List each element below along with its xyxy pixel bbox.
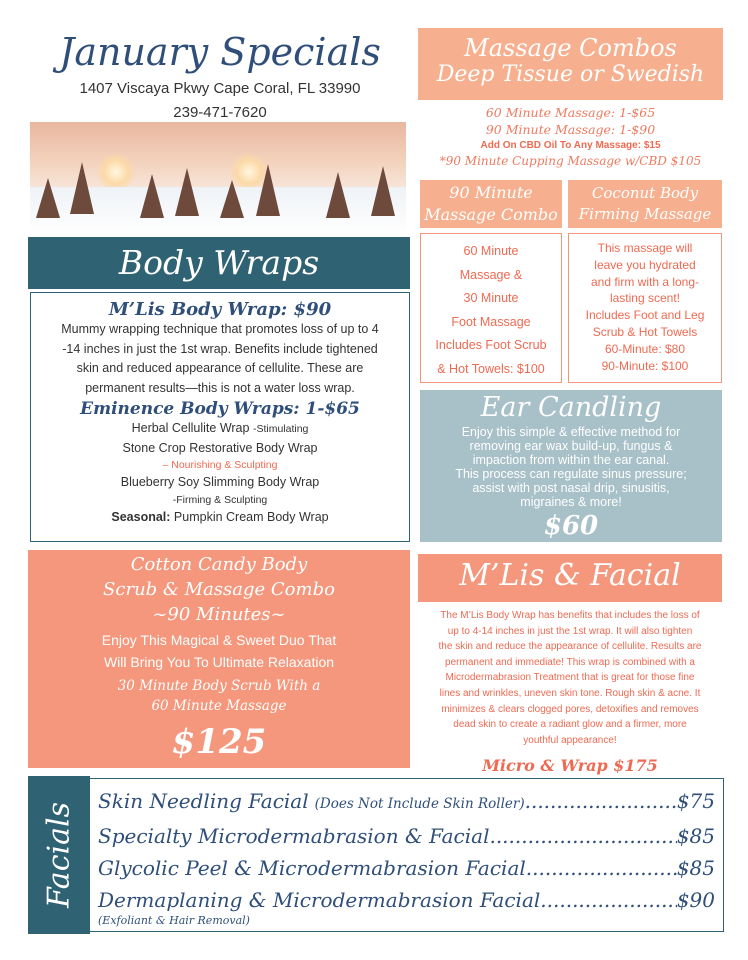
cupping-massage: *90 Minute Cupping Massage w/CBD $105	[439, 154, 702, 168]
cotton-candy-price: $125	[171, 722, 267, 762]
facial-price: $85	[676, 824, 715, 848]
description-line: impaction from within the ear canal.	[472, 453, 670, 467]
seasonal-label: Seasonal:	[111, 509, 171, 524]
price-90-minute: 90 Minute Massage: 1-$90	[485, 122, 656, 137]
cotton-candy-description-line: Will Bring You To Ultimate Relaxation	[103, 654, 335, 670]
facial-name: Dermaplaning & Microdermabrasion Facial	[98, 888, 541, 912]
leader-dots	[540, 884, 677, 916]
description-line: youthful appearance!	[523, 734, 617, 746]
detail-line: Includes Foot and Leg	[585, 308, 705, 323]
description-line: permanent results—this is not a water loss wrap.	[85, 380, 355, 395]
detail-line: Massage &	[459, 267, 523, 282]
massage-combos-header	[418, 28, 723, 100]
detail-line: This massage will	[597, 241, 693, 255]
eminence-wraps-title: Eminence Body Wraps: 1-$65	[80, 399, 360, 419]
leader-dots	[526, 852, 677, 884]
description-line: permanent and immediate! This wrap is combined with a	[445, 656, 695, 668]
mlis-facial-description	[418, 608, 722, 748]
mlis-facial-title: M’Lis & Facial	[418, 554, 722, 602]
blueberry-wrap-note: -Firming & Sculpting	[172, 493, 268, 506]
description-line: The M’Lis Body Wrap has benefits that includes the loss of	[440, 610, 700, 621]
winter-sunset-photo	[206, 122, 406, 234]
description-line: removing ear wax build-up, fungus &	[469, 439, 673, 453]
detail-line: & Hot Towels: $100	[437, 361, 545, 376]
coconut-firming-title: Coconut Body	[591, 184, 699, 202]
price-60-minute: 60 Minute Massage: 1-$65	[485, 105, 656, 120]
description-line: Enjoy this simple & effective method for	[461, 425, 681, 439]
ear-candling-panel	[420, 390, 722, 542]
detail-line: 60 Minute	[463, 244, 519, 258]
facial-price: $75	[676, 789, 715, 813]
address: 1407 Viscaya Pkwy Cape Coral, FL 33990	[79, 80, 361, 97]
ear-candling-price: $60	[543, 511, 599, 541]
description-line: lines and wrinkles, uneven skin tone. Rough skin & acne. It	[439, 687, 701, 699]
description-line: up to 4-14 inches in just the 1st wrap. It will also tighten	[447, 625, 693, 637]
description-line: Mummy wrapping technique that promotes loss of up to 4	[61, 322, 379, 336]
cbd-addon: Add On CBD Oil To Any Massage: $15	[480, 140, 661, 151]
massage-combo-90-title: 90 Minute	[449, 183, 533, 202]
facial-name: Skin Needling Facial	[98, 789, 309, 813]
mlis-body-wrap-description	[31, 320, 409, 398]
phone-number: 239-471-7620	[173, 104, 267, 121]
detail-line: 60-Minute: $80	[604, 341, 686, 356]
facial-item	[98, 820, 715, 852]
body-wraps-title: Body Wraps	[28, 237, 410, 289]
facial-item	[98, 785, 715, 820]
body-wraps-panel	[30, 292, 410, 542]
cotton-candy-description-line: Enjoy This Magical & Sweet Duo That	[101, 632, 337, 648]
massage-combos-title: Massage Combos	[464, 34, 677, 62]
winter-sunset-photo	[30, 122, 206, 234]
detail-line: leave you hydrated	[594, 257, 696, 272]
description-line: the skin and reduce the appearance of cellulite. Results are	[438, 641, 702, 653]
herbal-wrap-note: -Stimulating	[252, 423, 309, 435]
herbal-wrap-name: Herbal Cellulite Wrap	[131, 421, 250, 435]
ear-candling-description	[420, 423, 722, 509]
leader-dots	[525, 785, 677, 817]
detail-line: and firm with a long-	[590, 274, 700, 289]
stone-crop-wrap-note: – Nourishing & Sculpting	[162, 459, 278, 471]
description-line: Microdermabrasion Treatment that is great for those fine	[445, 672, 695, 684]
detail-line: Foot Massage	[451, 314, 531, 329]
coconut-firming-details	[568, 233, 722, 383]
facial-price: $85	[676, 856, 715, 880]
ear-candling-title: Ear Candling	[480, 392, 662, 423]
cotton-candy-detail-line: 30 Minute Body Scrub With a	[117, 678, 321, 694]
cotton-candy-title: Cotton Candy Body	[130, 554, 308, 575]
description-line: assist with post nasal drip, sinusitis,	[472, 481, 670, 495]
leader-dots	[489, 820, 676, 852]
massage-combo-90-details	[420, 233, 562, 383]
page-title: January Specials	[59, 30, 381, 74]
detail-line: Scrub & Hot Towels	[592, 324, 698, 339]
cotton-candy-detail-line: 60 Minute Massage	[151, 698, 287, 714]
massage-combo-90-subtitle: Massage Combo	[424, 205, 558, 224]
seasonal-wrap-item	[31, 508, 409, 528]
herbal-wrap-item	[31, 419, 409, 439]
massage-combo-90-header	[420, 180, 562, 228]
detail-line: Includes Foot Scrub	[435, 338, 547, 352]
coconut-firming-subtitle: Firming Massage	[578, 205, 712, 223]
cotton-candy-panel	[28, 550, 410, 768]
detail-line: 90-Minute: $100	[601, 358, 689, 373]
cotton-candy-duration: ~90 Minutes~	[152, 604, 286, 625]
facial-note: (Does Not Include Skin Roller)	[314, 796, 525, 812]
description-line: -14 inches in just the 1st wrap. Benefits include tightened	[62, 341, 378, 356]
description-line: skin and reduced appearance of cellulite. These are	[76, 361, 364, 375]
facial-name: Glycolic Peel & Microdermabrasion Facial	[98, 856, 526, 880]
mlis-body-wrap-title: M’Lis Body Wrap: $90	[108, 299, 332, 320]
facial-name: Specialty Microdermabrasion & Facial	[98, 824, 490, 848]
facial-price: $90	[676, 888, 715, 912]
facials-tab	[28, 776, 90, 934]
cotton-candy-subtitle: Scrub & Massage Combo	[103, 579, 335, 600]
blueberry-wrap-name: Blueberry Soy Slimming Body Wrap	[120, 475, 320, 489]
facials-list	[90, 778, 724, 932]
facial-footnote: (Exfoliant & Hair Removal)	[98, 914, 250, 927]
facials-tab-label: Facials	[41, 802, 77, 908]
coconut-firming-header	[568, 180, 722, 228]
detail-line: 30 Minute	[463, 291, 519, 305]
description-line: dead skin to create a radiant glow and a firmer, more	[453, 719, 687, 731]
stone-crop-wrap-name: Stone Crop Restorative Body Wrap	[122, 440, 318, 455]
seasonal-wrap-name: Pumpkin Cream Body Wrap	[173, 509, 329, 524]
description-line: minimizes & clears clogged pores, detoxifies and removes	[441, 703, 699, 715]
massage-combos-subtitle: Deep Tissue or Swedish	[436, 62, 705, 87]
facial-item	[98, 852, 715, 884]
description-line: migraines & more!	[520, 495, 622, 509]
detail-line: lasting scent!	[609, 291, 681, 306]
massage-combos-prices	[418, 104, 723, 170]
description-line: This process can regulate sinus pressure;	[455, 467, 687, 481]
facial-item	[98, 884, 715, 916]
mlis-facial-price: Micro & Wrap $175	[482, 756, 658, 775]
